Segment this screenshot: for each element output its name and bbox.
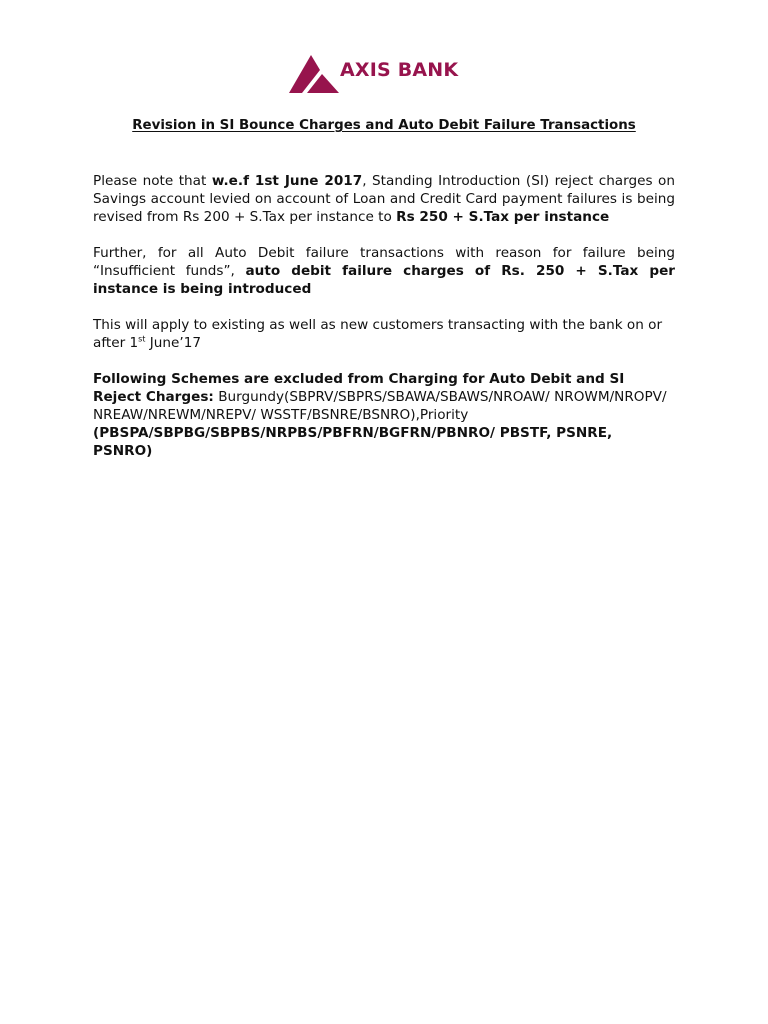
paragraph-auto-debit: Further, for all Auto Debit failure transactions with reason for failure being “Insufficient funds”, auto debit failure charges of Rs. 250 + S.Tax per instance is being introduced bbox=[93, 245, 676, 297]
paragraph-charge-revision: Please note that w.e.f 1st June 2017, Standing Introduction (SI) reject charges on Savings account levied on account of Loan and Credit Card payment failures is being revised from Rs 200 + S.Tax per instance to Rs 250 + S.Tax per instance bbox=[93, 173, 675, 225]
brand-name: AXIS BANK bbox=[340, 59, 459, 81]
document-title: Revision in SI Bounce Charges and Auto Debit Failure Transactions bbox=[132, 118, 636, 133]
paragraph-excluded-schemes: Following Schemes are excluded from Charging for Auto Debit and SI Reject Charges: Burgundy(SBPRV/SBPRS/SBAWA/SBAWS/NROAW/ NROWM/NROPV/ NREAW/NREWM/NREPV/ WSSTF/BSNRE/BSNRO),Priority (PBSPA/SBPBG/SBPBS/NRPBS/PBFRN/BGFRN/PBNRO/ PBSTF, PSNRE, PSNRO) bbox=[93, 371, 667, 459]
document-body bbox=[93, 172, 675, 460]
axis-bank-logo bbox=[289, 52, 458, 94]
paragraph-applicability: This will apply to existing as well as new customers transacting with the bank on or after 1st June’17 bbox=[93, 317, 663, 351]
